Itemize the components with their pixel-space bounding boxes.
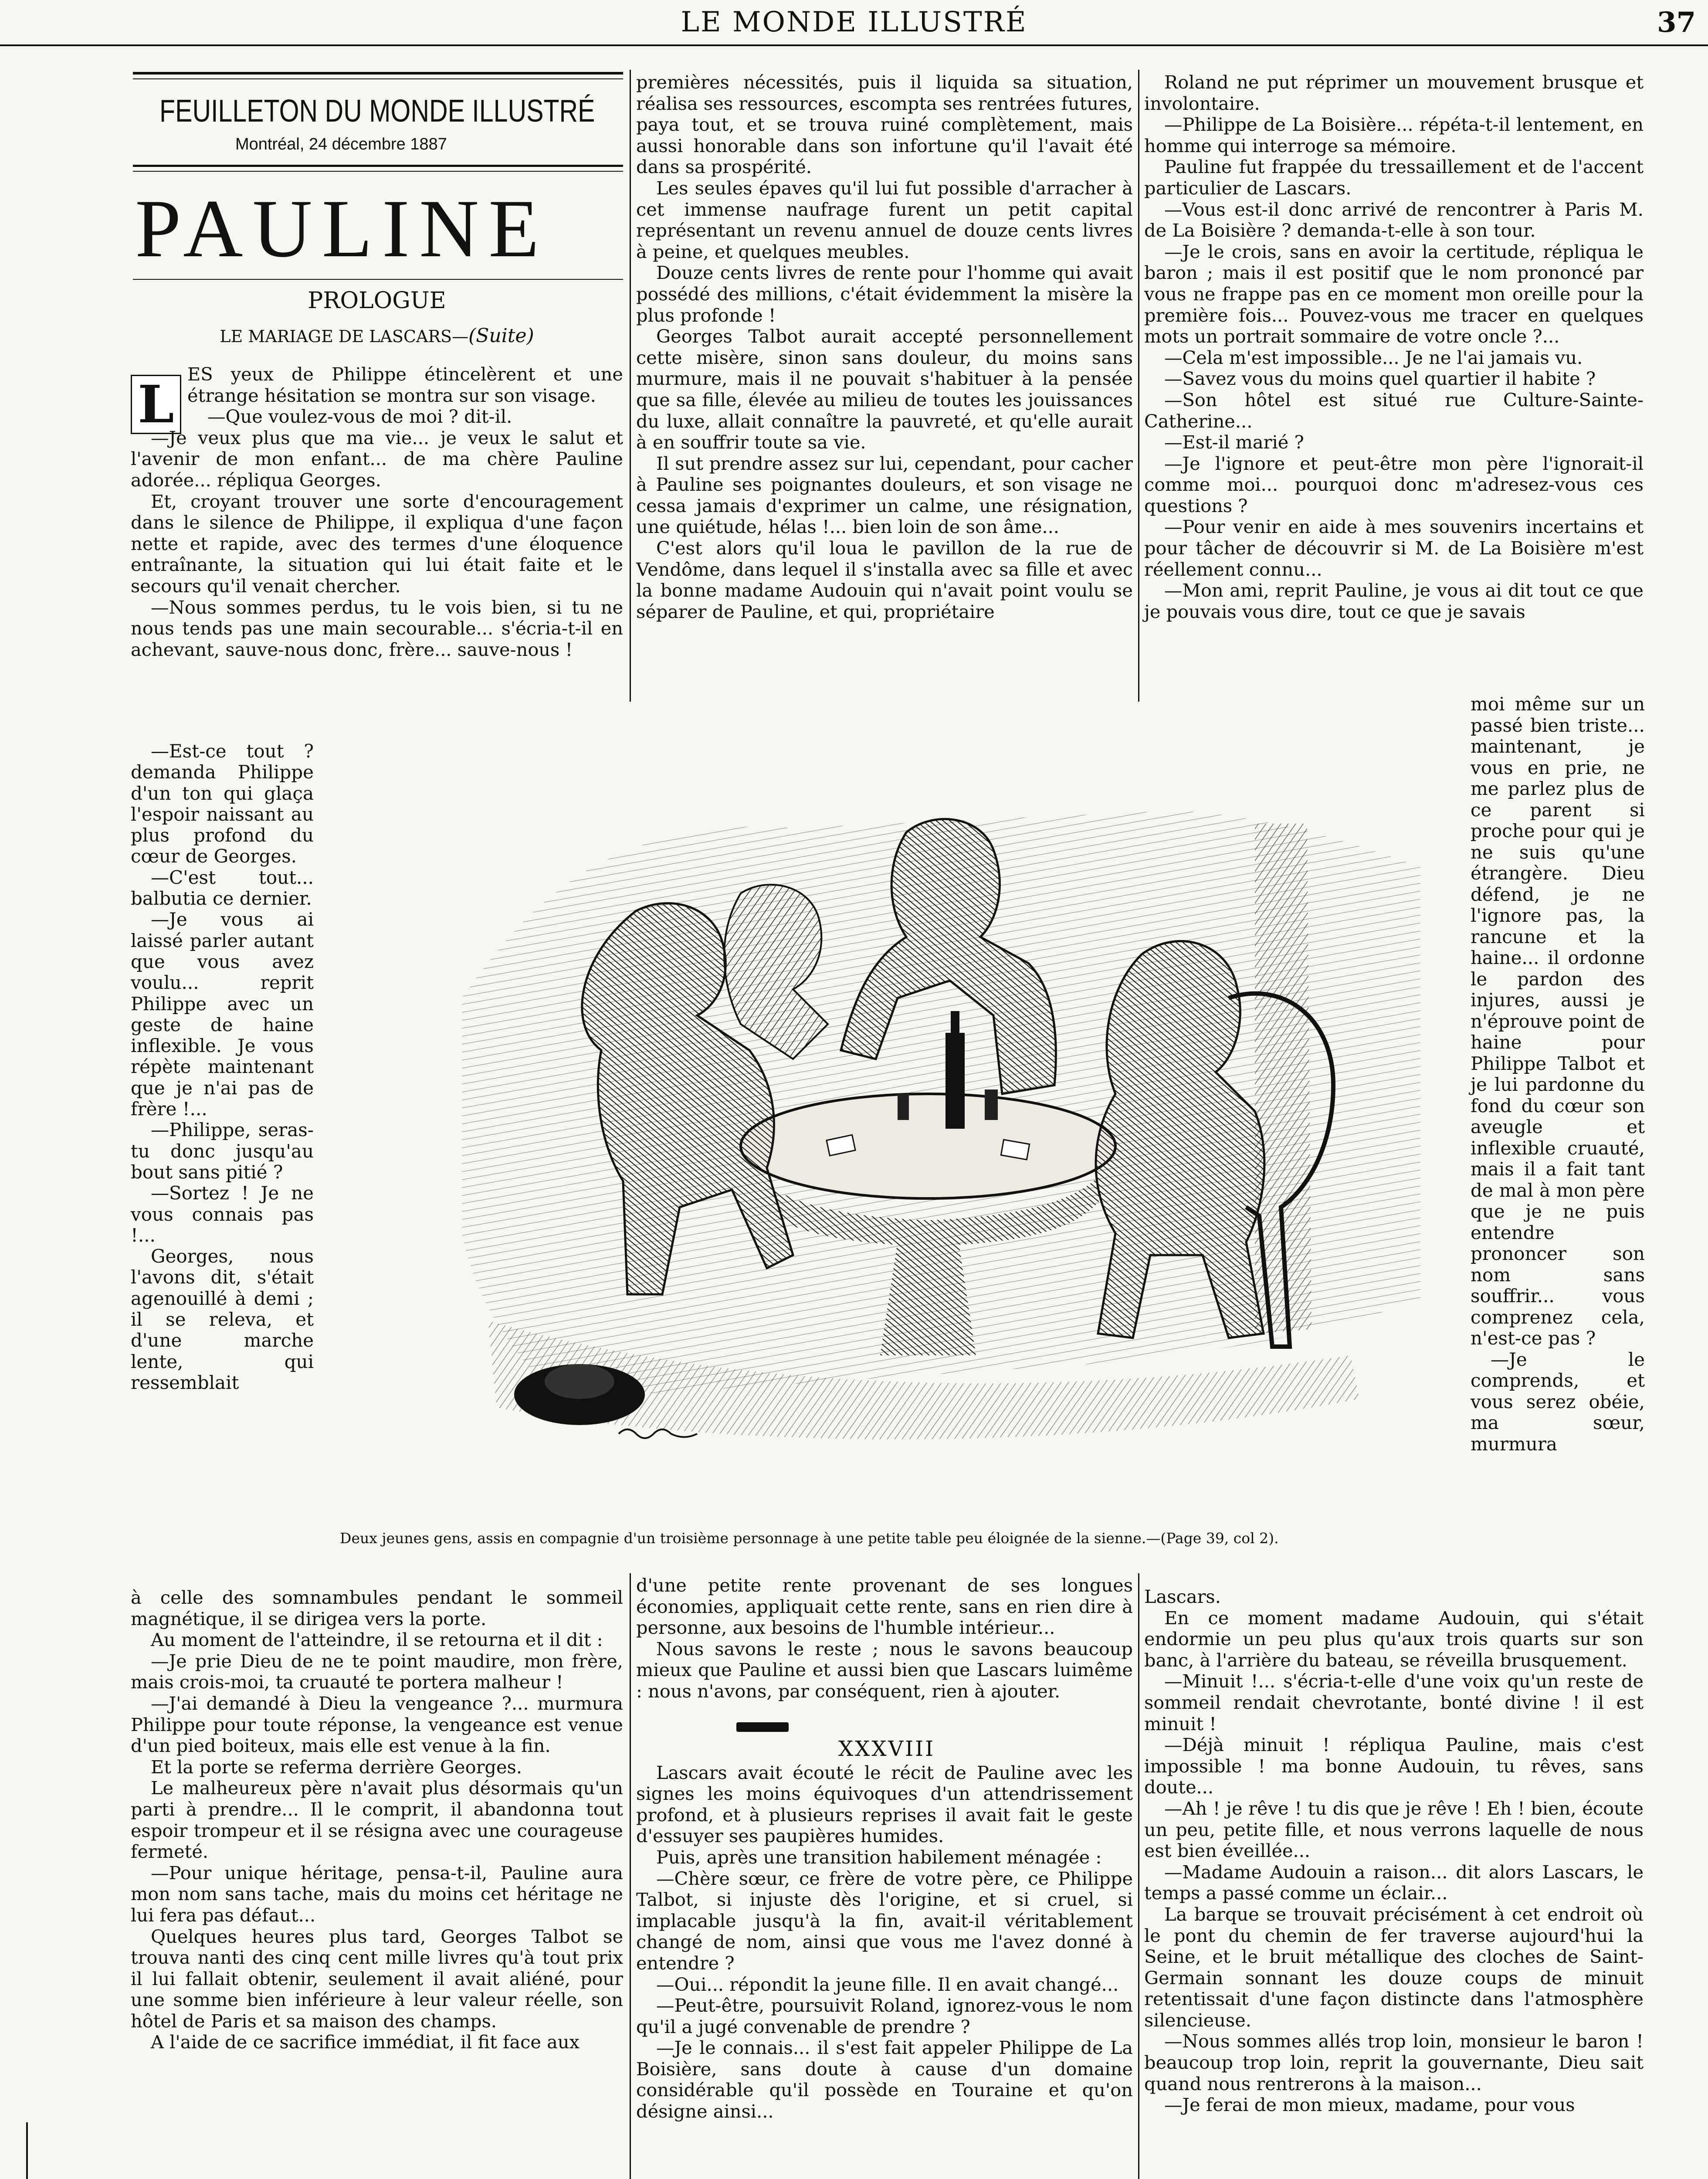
paragraph: —Cela m'est impossible... Je ne l'ai jamais vu. [1164, 346, 1583, 368]
paragraph: —Savez vous du moins quel quartier il habite ? [1164, 368, 1596, 390]
paragraph: —Pour unique héritage, pensa-t-il, Pauline aura mon nom sans tache, mais du moins cet héritage ne lui fera pas défaut... [131, 1862, 623, 1926]
paragraph: —Je le connais... il s'est fait appeler Philippe de La Boisière, sans doute à cause d'un domaine considérable qu'il possède en Touraine et qu'on désigne ainsi... [636, 2037, 1133, 2122]
binding-mark [26, 2122, 28, 2179]
paragraph: Lascars avait écouté le récit de Pauline avec les signes les moins équivoques d'un attendrissement profond, et à plusieurs reprises il avait fait le geste d'essuyer ses paupières humides. [636, 1762, 1133, 1847]
paragraph: d'une petite rente provenant de ses longues économies, appliquait cette rente, sans en rien dire à personne, aux besoins de l'humble intérieur... [636, 1575, 1133, 1639]
running-header [0, 0, 1708, 48]
paragraph: —Son hôtel est situé rue Culture-Sainte-Catherine... [1144, 389, 1644, 432]
bottle [946, 1033, 965, 1129]
column-divider-1-bottom [630, 1573, 631, 2179]
paragraph: —Minuit !... s'écria-t-elle d'une voix qu'un reste de sommeil rendait chevrotante, bonté divine ! il est minuit ! [1144, 1670, 1644, 1734]
paragraph: moi même sur un passé bien triste... maintenant, je vous en prie, ne me parlez plus de ce parent si proche pour qui je ne suis qu'une étrangère. Dieu défend, je ne l'ignore pas, la rancune et la haine... il ordonne le pardon des injures, aussi je n'éprouve point de haine pour Philippe Talbot et je lui pardonne du fond du cœur son aveugle et inflexible cruauté, mais il a fait tant de mal à mon père que je ne puis entendre prononcer son nom sans souffrir... vous comprenez cela, n'est-ce pas ? [1471, 693, 1645, 1349]
paragraph: Et la porte se referma derrière Georges. [151, 1756, 522, 1778]
engraving-illustration [436, 754, 1447, 1486]
paragraph: —J'ai demandé à Dieu la vengeance ?... murmura Philippe pour toute réponse, la vengeance est venue d'un pied boiteux, mais elle est venue à la fin. [131, 1692, 623, 1757]
glass [985, 1090, 998, 1120]
paragraph: Le malheureux père n'avait plus désormais qu'un parti à prendre... Il le comprit, il abandonna tout espoir trompeur et il se résigna avec une courageuse fermeté. [131, 1777, 623, 1863]
header-rule [0, 44, 1708, 46]
paragraph: —Je le crois, sans en avoir la certitude, répliqua le baron ; mais il est positif que le nom prononcé par vous ne frappe pas en ce moment mon oreille pour la première fois... Pouvez-vous me tracer en quelques mots un portrait sommaire de votre oncle ?... [1144, 241, 1644, 347]
paragraph: Au moment de l'atteindre, il se retourna et il dit : [151, 1629, 603, 1651]
paragraph: Puis, après une transition habilement ménagée : [656, 1846, 1102, 1868]
subtitle-suite: (Suite) [468, 325, 534, 347]
paragraph: Et, croyant trouver une sorte d'encouragement dans le silence de Philippe, il expliqua d'une façon nette et rapide, avec des termes d'une éloquence entraînante, la situation qui lui était faite et le secours qu'il venait chercher. [131, 490, 623, 597]
paragraph: Nous savons le reste ; nous le savons beaucoup mieux que Pauline et aussi bien que Lascars luimême : nous n'avons, par conséquent, rien à ajouter. [636, 1638, 1133, 1702]
paragraph: Georges Talbot aurait accepté personnellement cette misère, sinon sans douleur, du moins sans murmure, mais il ne pouvait s'habituer à la pensée que sa fille, élevée au milieu de toutes les jouissances du luxe, allait connaître la pauvreté, et qu'elle aurait à en souffrir toute sa vie. [636, 326, 1133, 453]
paragraph: C'est alors qu'il loua le pavillon de la rue de Vendôme, dans lequel il s'installa avec sa fille et avec la bonne madame Audouin qui n'avait point voulu se séparer de Pauline, et qui, propriétaire [636, 537, 1133, 622]
journal-name: LE MONDE ILLUSTRÉ [681, 6, 1027, 38]
paragraph: —Je veux plus que ma vie... je veux le salut et l'avenir de mon enfant... de ma chère Pauline adorée... répliqua Georges. [131, 427, 623, 491]
story-title: PAULINE [135, 183, 549, 275]
paragraph: —Que voulez-vous de moi ? dit-il. [207, 406, 512, 428]
paragraph: Roland ne put réprimer un mouvement brusque et involontaire. [1144, 71, 1644, 114]
paragraph: —Est-il marié ? [1164, 431, 1304, 453]
paragraph: à celle des somnambules pendant le sommeil magnétique, il se dirigea vers la porte. [131, 1587, 623, 1629]
paragraph: —Philippe, seras-tu donc jusqu'au bout sans pitié ? [131, 1119, 314, 1183]
paragraph: premières nécessités, puis il liquida sa situation, réalisa ses ressources, escompta ses rentrées futures, paya tout, et se trouva ruiné complètement, mais aussi honorable dans son infortune qu'il l'avait été dans sa prospérité. [636, 71, 1133, 178]
paragraph: A l'aide de ce sacrifice immédiat, il fit face aux [151, 2031, 580, 2053]
column-1-top [131, 364, 623, 660]
paragraph: ES yeux de Philippe étincelèrent et une étrange hésitation se montra sur son visage. [187, 363, 623, 406]
paragraph: —Je prie Dieu de ne te point maudire, mon frère, mais crois-moi, ta cruauté te portera malheur ! [131, 1650, 623, 1693]
paragraph: Lascars. [1144, 1586, 1221, 1607]
masthead-rule-top-thin [133, 78, 623, 79]
page-number: 37 [1657, 6, 1696, 39]
paragraph: —Je ferai de mon mieux, madame, pour vous [1164, 2094, 1575, 2116]
prologue-heading: PROLOGUE [308, 288, 446, 314]
hat-crown [545, 1364, 614, 1399]
paragraph: —Madame Audouin a raison... dit alors Lascars, le temps a passé comme un éclair... [1144, 1861, 1644, 1904]
paragraph: Les seules épaves qu'il lui fut possible d'arracher à cet immense naufrage furent un petit capital représentant un revenu annuel de douze cents livres à peine, et quelques meubles. [636, 177, 1133, 262]
paragraph: Quelques heures plus tard, Georges Talbot se trouva nanti des cinq cent mille livres qu'à tout prix il lui fallait obtenir, seulement il avait aliéné, pour une somme bien inférieure à leur valeur réelle, son hôtel de Paris et sa maison des champs. [131, 1925, 623, 2032]
paragraph: Pauline fut frappée du tressaillement et de l'accent particulier de Lascars. [1144, 156, 1644, 199]
paragraph: —Je l'ignore et peut-être mon père l'ignorait-il comme moi... pourquoi donc m'adresez-vous ces questions ? [1144, 452, 1644, 516]
paragraph: —Je le comprends, et vous serez obéie, ma sœur, murmura [1471, 1348, 1645, 1455]
paragraph: —Est-ce tout ? demanda Philippe d'un ton qui glaça l'espoir naissant au plus profond du cœur de Georges. [131, 740, 314, 867]
paragraph: —C'est tout... balbutia ce dernier. [131, 866, 314, 910]
column-divider-2-bottom [1138, 1573, 1139, 2179]
paragraph: —Philippe de La Boisière... répéta-t-il lentement, en homme qui interroge sa mémoire. [1144, 114, 1644, 156]
bottle-neck [951, 1011, 959, 1037]
paragraph: —Chère sœur, ce frère de votre père, ce Philippe Talbot, si injuste dès l'origine, et si cruel, si implacable jusqu'à la fin, avait-il véritablement changé de nom, ainsi que vous me l'avez donné à entendre ? [636, 1867, 1133, 1974]
feuilleton-heading: FEUILLETON DU MONDE ILLUSTRÉ [159, 94, 595, 129]
paragraph: Georges, nous l'avons dit, s'était agenouillé à demi ; il se releva, et d'une marche lente, qui ressemblait [131, 1246, 314, 1393]
column-3-narrow [1471, 694, 1645, 1455]
subtitle-text: LE MARIAGE DE LASCARS— [220, 327, 469, 346]
column-1-bottom [131, 1587, 623, 2053]
paragraph: —Je vous ai laissé parler autant que vous avez voulu... reprit Philippe avec un geste de haine inflexible. Je vous répète maintenant que je n'ai pas de frère !... [131, 909, 314, 1120]
subtitle [131, 325, 623, 347]
paragraph: —Nous sommes allés trop loin, monsieur le baron ! beaucoup trop loin, reprit la gouvernante, Dieu sait quand nous rentrerons à la maison... [1144, 2030, 1644, 2094]
illustration-caption: Deux jeunes gens, assis en compagnie d'un troisième personnage à une petite table peu éloignée de la sienne.—(Page 39, col 2). [340, 1530, 1279, 1547]
masthead-rule-top [133, 72, 623, 75]
masthead-rule-bottom-thin [133, 171, 623, 172]
drop-cap-letter: L [138, 374, 174, 434]
glass [898, 1094, 909, 1120]
paragraph: —Mon ami, reprit Pauline, je vous ai dit tout ce que je pouvais vous dire, tout ce que je savais [1144, 580, 1644, 622]
column-1-narrow [131, 741, 314, 1393]
column-divider-2-top [1138, 70, 1139, 702]
paragraph: La barque se trouvait précisément à cet endroit où le pont du chemin de fer traverse aujourd'hui la Seine, et le bruit métallique des cloches de Saint-Germain sonnant les douze coups de minuit retentissait d'une façon distincte dans l'atmosphère silencieuse. [1144, 1903, 1644, 2031]
paragraph: —Sortez ! Je ne vous connais pas !... [131, 1182, 314, 1246]
table-top [741, 1094, 1115, 1198]
masthead-rule-bottom [133, 165, 623, 167]
column-divider-1-top [630, 70, 631, 702]
paragraph: Il sut prendre assez sur lui, cependant, pour cacher à Pauline ses poignantes douleurs, et son visage ne cessa jamais d'exprimer un calme, une résignation, une quiétude, hélas !... bien loin de son âme... [636, 452, 1133, 538]
paragraph: —Peut-être, poursuivit Roland, ignorez-vous le nom qu'il a jugé convenable de prendre ? [636, 1995, 1133, 2037]
paragraph: —Nous sommes perdus, tu le vois bien, si tu ne nous tends pas une main secourable... s'écria-t-il en achevant, sauve-nous donc, frère... sauve-nous ! [131, 596, 623, 660]
paragraph: —Déjà minuit ! répliqua Pauline, mais c'est impossible ! ma bonne Audouin, tu rêves, sans doute... [1144, 1734, 1644, 1798]
chapter-ornament [736, 1722, 789, 1732]
chapter-number: XXXVIII [838, 1737, 935, 1761]
dateline: Montréal, 24 décembre 1887 [235, 135, 447, 153]
paragraph: —Pour venir en aide à mes souvenirs incertains et pour tâcher de découvrir si M. de La Boisière m'est réellement connu... [1144, 516, 1644, 580]
title-rule [133, 279, 623, 280]
paragraph: —Ah ! je rêve ! tu dis que je rêve ! Eh ! bien, écoute un peu, petite fille, et nous verrons laquelle de nous est bien éveillée... [1144, 1797, 1644, 1862]
paragraph: —Oui... répondit la jeune fille. Il en avait changé... [656, 1973, 1119, 1995]
column-2-bottom [636, 1575, 1133, 2122]
column-3-bottom [1144, 1586, 1644, 2116]
paragraph: Douze cents livres de rente pour l'homme qui avait possédé des millions, c'était évidemment la misère la plus profonde ! [636, 262, 1133, 326]
column-2-top [636, 72, 1133, 622]
paragraph: —Vous est-il donc arrivé de rencontrer à Paris M. de La Boisière ? demanda-t-elle à son tour. [1144, 198, 1644, 241]
paragraph: En ce moment madame Audouin, qui s'était endormie un peu plus qu'aux trois quarts sur son banc, à l'arrière du bateau, se réveilla brusquement. [1144, 1607, 1644, 1671]
column-3-top [1144, 72, 1644, 622]
